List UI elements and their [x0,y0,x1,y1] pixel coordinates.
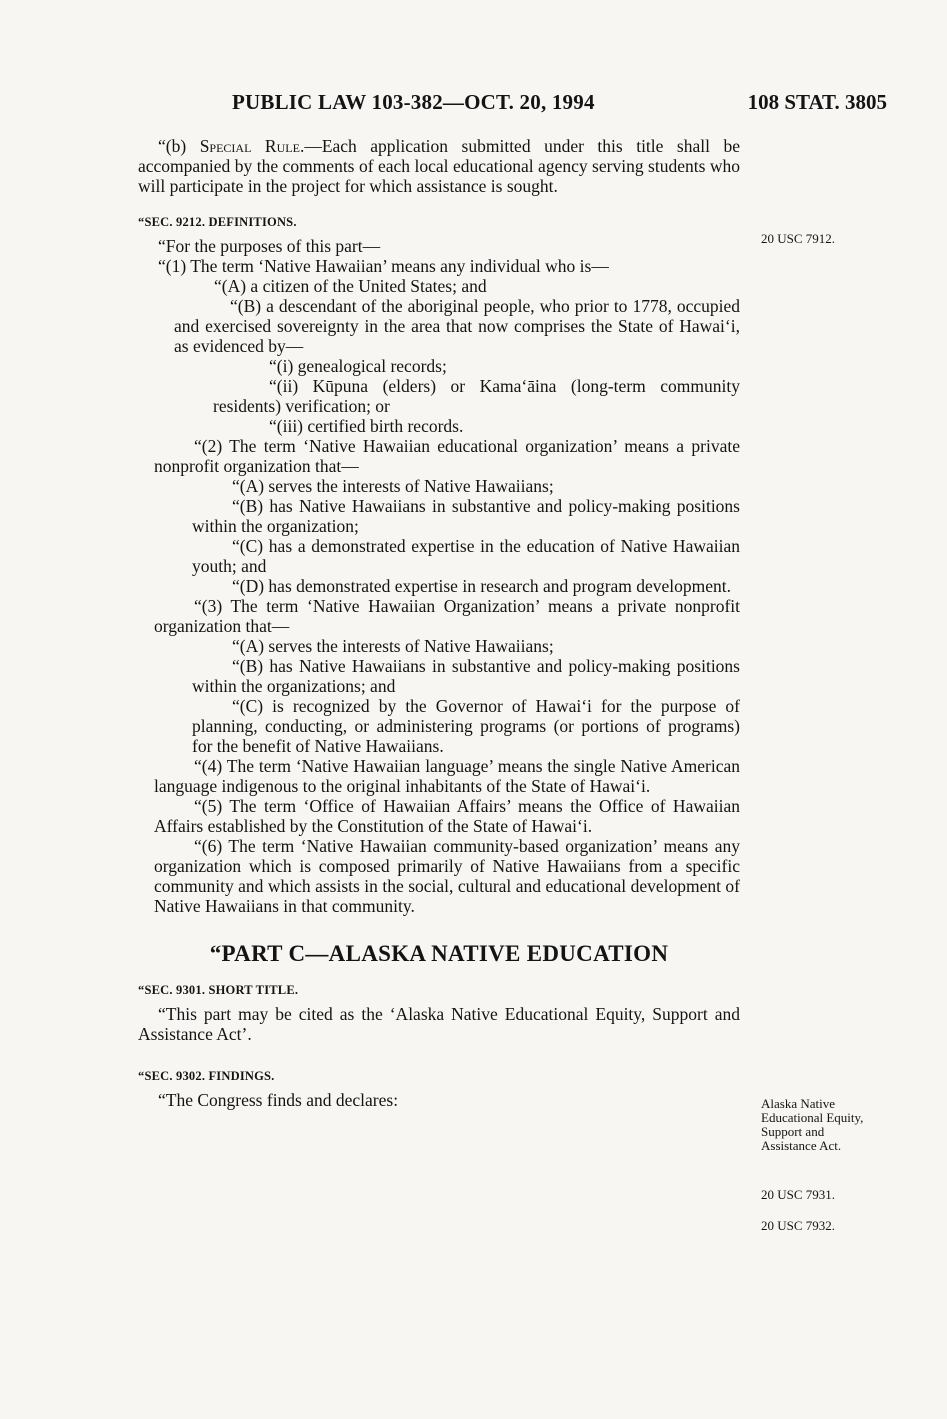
section-heading-9301: “SEC. 9301. SHORT TITLE. [138,983,299,997]
special-rule-heading: Special Rule [199,136,300,156]
definition-1-a: “(A) a citizen of the United States; and [214,276,487,296]
short-title-text: “This part may be cited as the ‘Alaska Native Educational Equity, Support and Assistance Act’. [138,1004,740,1044]
section-heading-9302: “SEC. 9302. FINDINGS. [138,1069,275,1083]
margin-note-alaska-act: Alaska Native Educational Equity, Support and Assistance Act. [761,1096,864,1153]
header-citation: PUBLIC LAW 103-382—OCT. 20, 1994 [232,90,595,114]
statute-body [138,136,740,1110]
margin-note-usc-7912: 20 USC 7912. [761,231,836,246]
paragraph-special-rule: “(b) Special Rule.—Each application submitted under this title shall be accompanied by the comments of each local educational agency serving students who will participate in the project for which assistance is sought. [138,136,741,196]
definition-1-b-i: “(i) genealogical records; [269,356,447,376]
definition-2-d: “(D) has demonstrated expertise in research and program development. [232,576,732,596]
header-stat-page: 108 STAT. 3805 [747,90,887,114]
definition-1-b-iii: “(iii) certified birth records. [269,416,464,436]
definition-1: “(1) The term ‘Native Hawaiian’ means any individual who is— [158,256,609,276]
definition-3: “(3) The term ‘Native Hawaiian Organization’ means a private nonprofit organization that— [154,596,740,636]
definition-4: “(4) The term ‘Native Hawaiian language’ means the single Native American language indigenous to the original inhabitants of the State of Hawai‘i. [154,756,740,796]
definition-5: “(5) The term ‘Office of Hawaiian Affairs’ means the Office of Hawaiian Affairs established by the Constitution of the State of Hawai‘i. [154,796,740,836]
definition-2-a: “(A) serves the interests of Native Hawaiians; [232,476,554,496]
part-c-heading: “PART C—ALASKA NATIVE EDUCATION [209,941,669,966]
definition-2: “(2) The term ‘Native Hawaiian educational organization’ means a private nonprofit organization that— [154,436,740,476]
definition-1-b-ii: “(ii) Kūpuna (elders) or Kama‘āina (long-term community residents) verification; or [213,376,740,416]
definition-3-c: “(C) is recognized by the Governor of Hawai‘i for the purpose of planning, conducting, or administering programs (or portions of programs) for the benefit of Native Hawaiians. [192,696,740,756]
definition-6: “(6) The term ‘Native Hawaiian community-based organization’ means any organization which is composed primarily of Native Hawaiians from a specific community and which assists in the social, cultural and educational development of Native Hawaiians in that community. [154,836,740,916]
margin-note-usc-7931: 20 USC 7931. [761,1187,836,1202]
findings-intro: “The Congress finds and declares: [158,1090,399,1110]
definitions-intro: “For the purposes of this part— [158,236,381,256]
definition-3-a: “(A) serves the interests of Native Hawaiians; [232,636,554,656]
margin-note-usc-7932: 20 USC 7932. [761,1218,836,1233]
definition-1-b: “(B) a descendant of the aboriginal people, who prior to 1778, occupied and exercised sovereignty in the area that now comprises the State of Hawai‘i, as evidenced by— [174,296,740,356]
definition-2-b: “(B) has Native Hawaiians in substantive and policy-making positions within the organization; [192,496,740,536]
definition-3-b: “(B) has Native Hawaiians in substantive and policy-making positions within the organizations; and [192,656,740,696]
section-heading-9212: “SEC. 9212. DEFINITIONS. [138,215,297,229]
running-header [232,90,887,120]
definition-2-c: “(C) has a demonstrated expertise in the education of Native Hawaiian youth; and [192,536,740,576]
